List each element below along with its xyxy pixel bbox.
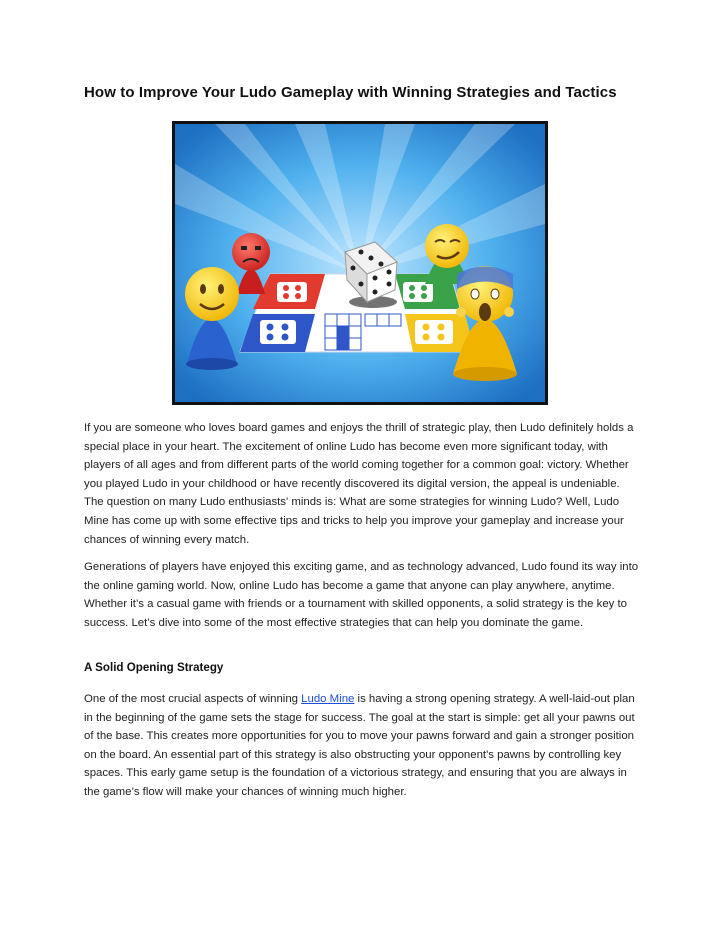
paragraph-text-start: One of the most crucial aspects of winning <box>84 693 302 705</box>
ludo-mine-link[interactable]: Ludo Mine <box>301 693 355 705</box>
paragraph-text-end: is having a strong opening strategy. A well-laid-out plan in the beginning of the game sets the stage for success. The goal at the start is simple: get all your pawns out of the base. This creates more opportunities for you to move your pawns forward and gain a stronger position on the board. An essential part of this strategy is also obstructing your opponent's pawns by controlling key spaces. This early game setup is the foundation of a victorious strategy, and ensuring that you are always in the game’s flow will make your chances of winning much higher. <box>84 693 635 798</box>
ludo-board-graphic <box>175 124 545 402</box>
section-heading: A Solid Opening Strategy <box>84 661 224 674</box>
intro-paragraph: If you are someone who loves board games and enjoys the thrill of strategic play, then Ludo definitely holds a special place in your heart. The excitement of online Ludo has become even more significant today, with players of all ages and from different parts of the world coming together for a common goal: victory. Whether you played Ludo in your childhood or have recently discovered its digital version, the appeal is undeniable. The question on many Ludo enthusiasts' minds is: What are some strategies for winning Ludo? Well, Ludo Mine has come up with some effective tips and tricks to help you improve your gameplay and increase your chances of winning every match. <box>84 422 634 546</box>
background-paragraph: Generations of players have enjoyed this exciting game, and as technology advanced, Ludo found its way into the online gaming world. Now, online Ludo has become a game that anyone can play anywhere, anytime. Whether it’s a casual game with friends or a tournament with skilled opponents, a solid strategy is the key to success. Let’s dive into some of the most effective strategies that can help you dominate the game. <box>84 561 639 629</box>
article-title: How to Improve Your Ludo Gameplay with Winning Strategies and Tactics <box>84 84 617 101</box>
ludo-illustration <box>172 121 548 405</box>
opening-strategy-paragraph <box>84 690 640 802</box>
